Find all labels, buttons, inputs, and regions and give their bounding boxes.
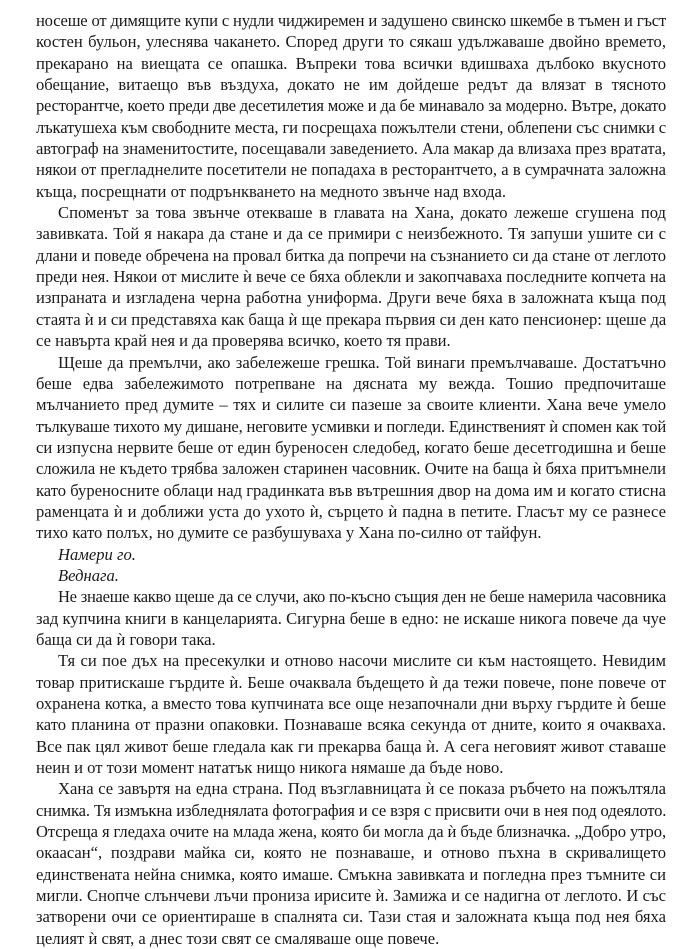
text-line: къща, посрещнати от подрънкването на медното звънче над входа.: [36, 181, 507, 201]
text-line: носеше от димящите купи с нудли чиджиремен и задушено свинско шкембе в тъмен и гъст: [36, 11, 666, 30]
text-line: окаасан“, поздрави майка си, която не познаваше, и отново пъхна в скривалището: [36, 843, 666, 863]
text-line: неин и от този момент нататък нищо никога нямаше да бъде ново.: [36, 758, 504, 778]
text-line: се навърта край нея и да проверява всичко, което тя прави.: [36, 331, 451, 351]
text-line: Отсреща я гледаха очите на млада жена, която би могла да ѝ бъде близначка. „Добро утро,: [36, 822, 666, 842]
text-line: Все пак цял живот беше гледала как ги прекарва баща ѝ. А сега неговият живот ставаше: [36, 736, 666, 756]
text-line: преди нея. Някои от мислите ѝ вече се бяха облекли и закопчаваха последните копчета на: [36, 267, 666, 287]
text-line: автограф на знаменитостите, посещавали заведението. Ала макар да влизаха през вратата,: [36, 139, 666, 159]
text-line: стаята ѝ и си представяха как баща ѝ ще прекара първия си ден като пенсионер: щеше да: [36, 309, 667, 329]
text-line: мигли. Снопче слънчеви лъчи прониза ирисите ѝ. Замижа и се надигна от леглото. И със: [36, 886, 666, 906]
text-line: някои от прегладнелите посетители не попадаха в ресторантчето, а в сумрачната заложна: [36, 160, 666, 180]
text-line: лъкатушеха към свободните места, ги посрещаха пожълтели стени, облепени със снимки с: [36, 117, 666, 137]
paragraph-first-line: Споменът за това звънче отекваше в главата на Хана, докато лежеше сгушена под: [58, 203, 666, 223]
text-line: единствената нейна снимка, която имаше. Смъкна завивката и погледна през тъмните си: [36, 864, 666, 884]
text-line: обещание, витаещо във въздуха, докато не им дойдеше редът да влязат в тясното: [36, 75, 666, 95]
text-line: сложила не където трябва заложен старинен часовник. Очите на баща ѝ бяха притъмнели: [36, 459, 666, 479]
text-line: раменцата ѝ и доближи уста до ухото ѝ, сърцето ѝ падна в петите. Гласът му се разнесе: [36, 501, 666, 521]
text-line: ресторантче, което преди две десетилетия може и да бе минавало за модерно. Вътре, докато: [36, 96, 666, 116]
text-line: снимка. Тя измъкна избледнялата фотография и се взря с присвити очи в нея под одеялото.: [36, 800, 667, 820]
text-line: длани и поведе обречена на провал битка да попречи на съзнанието си да стане от леглото: [36, 245, 666, 265]
text-line: беше едва забележимото потрепване на дясната му вежда. Тошио предпочиташе: [36, 373, 666, 393]
italic-line: Веднага.: [58, 565, 119, 585]
paragraph-first-line: Щеше да премълчи, ако забележеше грешка. Той винаги премълчаваше. Достатъчно: [58, 352, 666, 372]
paragraph-first-line: Не знаеше какво щеше да се случи, ако по-късно същия ден не беше намерила часовника: [58, 587, 666, 607]
text-line: като планина от празни опаковки. Познаваше всяка секунда от дните, които я очакваха.: [36, 715, 666, 735]
text-line: завивката. Той я накара да стане и да се примири с неизбежното. Тя запуши ушите си с: [36, 224, 666, 244]
text-line: си изпусна нервите беше от един буреносен следобед, когато беше десетгодишна и беше: [36, 437, 666, 457]
paragraph-first-line: Тя си пое дъх на пресекулки и отново насочи мислите си към настоящето. Невидим: [58, 651, 666, 671]
text-line: зад купчина книги в канцеларията. Сигурна беше в едно: не искаше никога повече да чуе: [36, 608, 666, 628]
italic-line: Намери го.: [58, 544, 136, 564]
paragraph-first-line: Хана се завъртя на една страна. Под възглавницата ѝ се показа ръбчето на пожълтяла: [58, 779, 666, 799]
text-line: охранена котка, а вместо това купчината все още незапочнали дни върху гърдите ѝ беше: [36, 694, 666, 713]
text-line: баща си да ѝ говори така.: [36, 629, 216, 649]
text-line: прекарано на виещата се опашка. Въпреки това всички вдишваха дълбоко вкусното: [36, 53, 666, 73]
text-line: изпраната и изгладена черна работна униформа. Други вече бяха в заложната къща под: [36, 288, 666, 308]
text-line: товар притискаше гърдите ѝ. Беше очаквала бъдещето ѝ да тежи повече, поне повече от: [36, 672, 666, 692]
text-line: тихо като полъх, но думите се разбушуваха у Хана по-силно от тайфун.: [36, 523, 542, 543]
text-line: костен бульон, улеснява чакането. Според други то сякаш удължаваше двойно времето,: [36, 32, 666, 52]
text-line: тълкуваше тихото му дишане, неговите усмивки и погледи. Единственият ѝ спомен как той: [36, 416, 666, 436]
text-line: като буреносните облаци над градинката във вътрешния двор на дома им и когато стисна: [36, 480, 667, 500]
text-line: затворени очи се ориентираше в спалнята си. Тази стая и заложната къща под нея бяха: [36, 907, 666, 927]
text-line: целият ѝ свят, а днес този свят се смаляваше още повече.: [36, 928, 440, 948]
text-line: мълчанието пред думите – тях и силите си пазеше за своите клиенти. Хана вече умело: [36, 395, 666, 415]
book-page: [36, 10, 666, 949]
